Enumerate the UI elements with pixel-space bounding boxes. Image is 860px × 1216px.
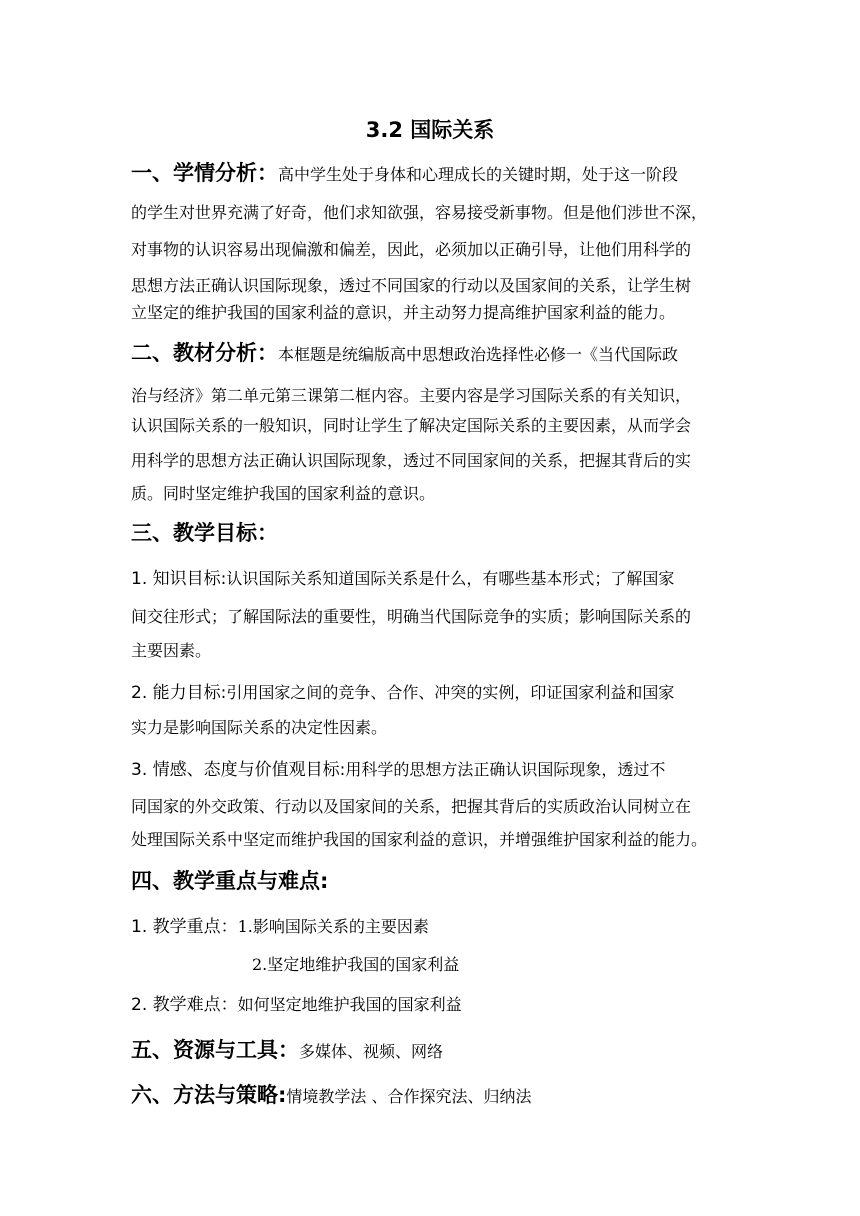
section-2-line-3: 认识国际关系的一般知识，同时让学生了解决定国际关系的主要因素，从而学会: [131, 416, 692, 435]
section-5-text: 多媒体、视频、网络: [299, 1042, 444, 1061]
section-3-heading: 三、教学目标：: [131, 521, 278, 545]
section-1-text: 高中学生处于身体和心理成长的关键时期，处于这一阶段: [278, 165, 679, 184]
section-1-line-1: [131, 163, 678, 185]
goal-2-label: 2. 能力目标:: [131, 683, 227, 703]
section-2-line-5: 质。同时坚定维护我国的国家利益的意识。: [131, 484, 436, 503]
difficulty-text: 如何坚定地维护我国的国家利益: [237, 995, 462, 1014]
section-6-text: 情境教学法 、合作探究法、归纳法: [286, 1087, 532, 1106]
section-1-line-3: 对事物的认识容易出现偏激和偏差，因此，必须加以正确引导，让他们用科学的: [131, 240, 692, 259]
goal-3-label: 3. 情感、态度与价值观目标:: [131, 760, 346, 780]
section-1-line-2: 的学生对世界充满了好奇，他们求知欲强，容易接受新事物。但是他们涉世不深，: [131, 203, 708, 222]
section-3-heading-line: [131, 523, 278, 545]
section-2-heading: 二、教材分析：: [131, 341, 278, 365]
goal-3-line-1: [131, 760, 665, 780]
section-1-line-5: 立坚定的维护我国的国家利益的意识，并主动努力提高维护国家利益的能力。: [131, 303, 676, 322]
section-6-heading: 六、方法与策略:: [131, 1083, 287, 1107]
goal-1-text: 认识国际关系知道国际关系是什么，有哪些基本形式；了解国家: [226, 569, 675, 588]
goal-1-label: 1. 知识目标:: [131, 569, 227, 589]
section-4-heading-line: [131, 871, 328, 893]
section-5-heading: 五、资源与工具：: [131, 1038, 299, 1062]
goal-1-line-2: 间交往形式；了解国际法的重要性，明确当代国际竞争的实质；影响国际关系的: [131, 607, 692, 626]
goal-3-text: 用科学的思想方法正确认识国际现象，透过不: [345, 760, 666, 779]
goal-1-line-3: 主要因素。: [131, 641, 212, 660]
key-points-line-1: [131, 917, 429, 937]
goal-2-line-2: 实力是影响国际关系的决定性因素。: [131, 718, 388, 737]
difficulty-line: [131, 995, 462, 1015]
section-6-line: [131, 1085, 532, 1107]
difficulty-label: 2. 教学难点：: [131, 995, 238, 1015]
section-2-line-1: [131, 343, 678, 365]
goal-1-line-1: [131, 569, 674, 589]
section-1-line-4: 思想方法正确认识国际现象，透过不同国家的行动以及国家间的关系，让学生树: [131, 276, 692, 295]
section-4-heading: 四、教学重点与难点:: [131, 869, 329, 893]
key-point-1: 1.影响国际关系的主要因素: [237, 917, 429, 936]
section-2-text: 本框题是统编版高中思想政治选择性必修一《当代国际政: [278, 345, 679, 364]
goal-3-line-3: 处理国际关系中坚定而维护我国的国家利益的意识，并增强维护国家利益的能力。: [131, 830, 708, 849]
key-point-2: 2.坚定地维护我国的国家利益: [252, 955, 460, 974]
section-5-line: [131, 1040, 443, 1062]
goal-2-line-1: [131, 683, 674, 703]
key-points-label: 1. 教学重点：: [131, 917, 238, 937]
section-2-line-2: 治与经济》第二单元第三课第二框内容。主要内容是学习国际关系的有关知识，: [131, 386, 692, 405]
page-title: 3.2 国际关系: [365, 118, 495, 142]
goal-3-line-2: 同国家的外交政策、行动以及国家间的关系，把握其背后的实质政治认同树立在: [131, 797, 692, 816]
section-1-heading: 一、学情分析：: [131, 161, 278, 185]
section-2-line-4: 用科学的思想方法正确认识国际现象，透过不同国家间的关系，把握其背后的实: [131, 451, 692, 470]
goal-2-text: 引用国家之间的竞争、合作、冲突的实例，印证国家利益和国家: [226, 683, 675, 702]
